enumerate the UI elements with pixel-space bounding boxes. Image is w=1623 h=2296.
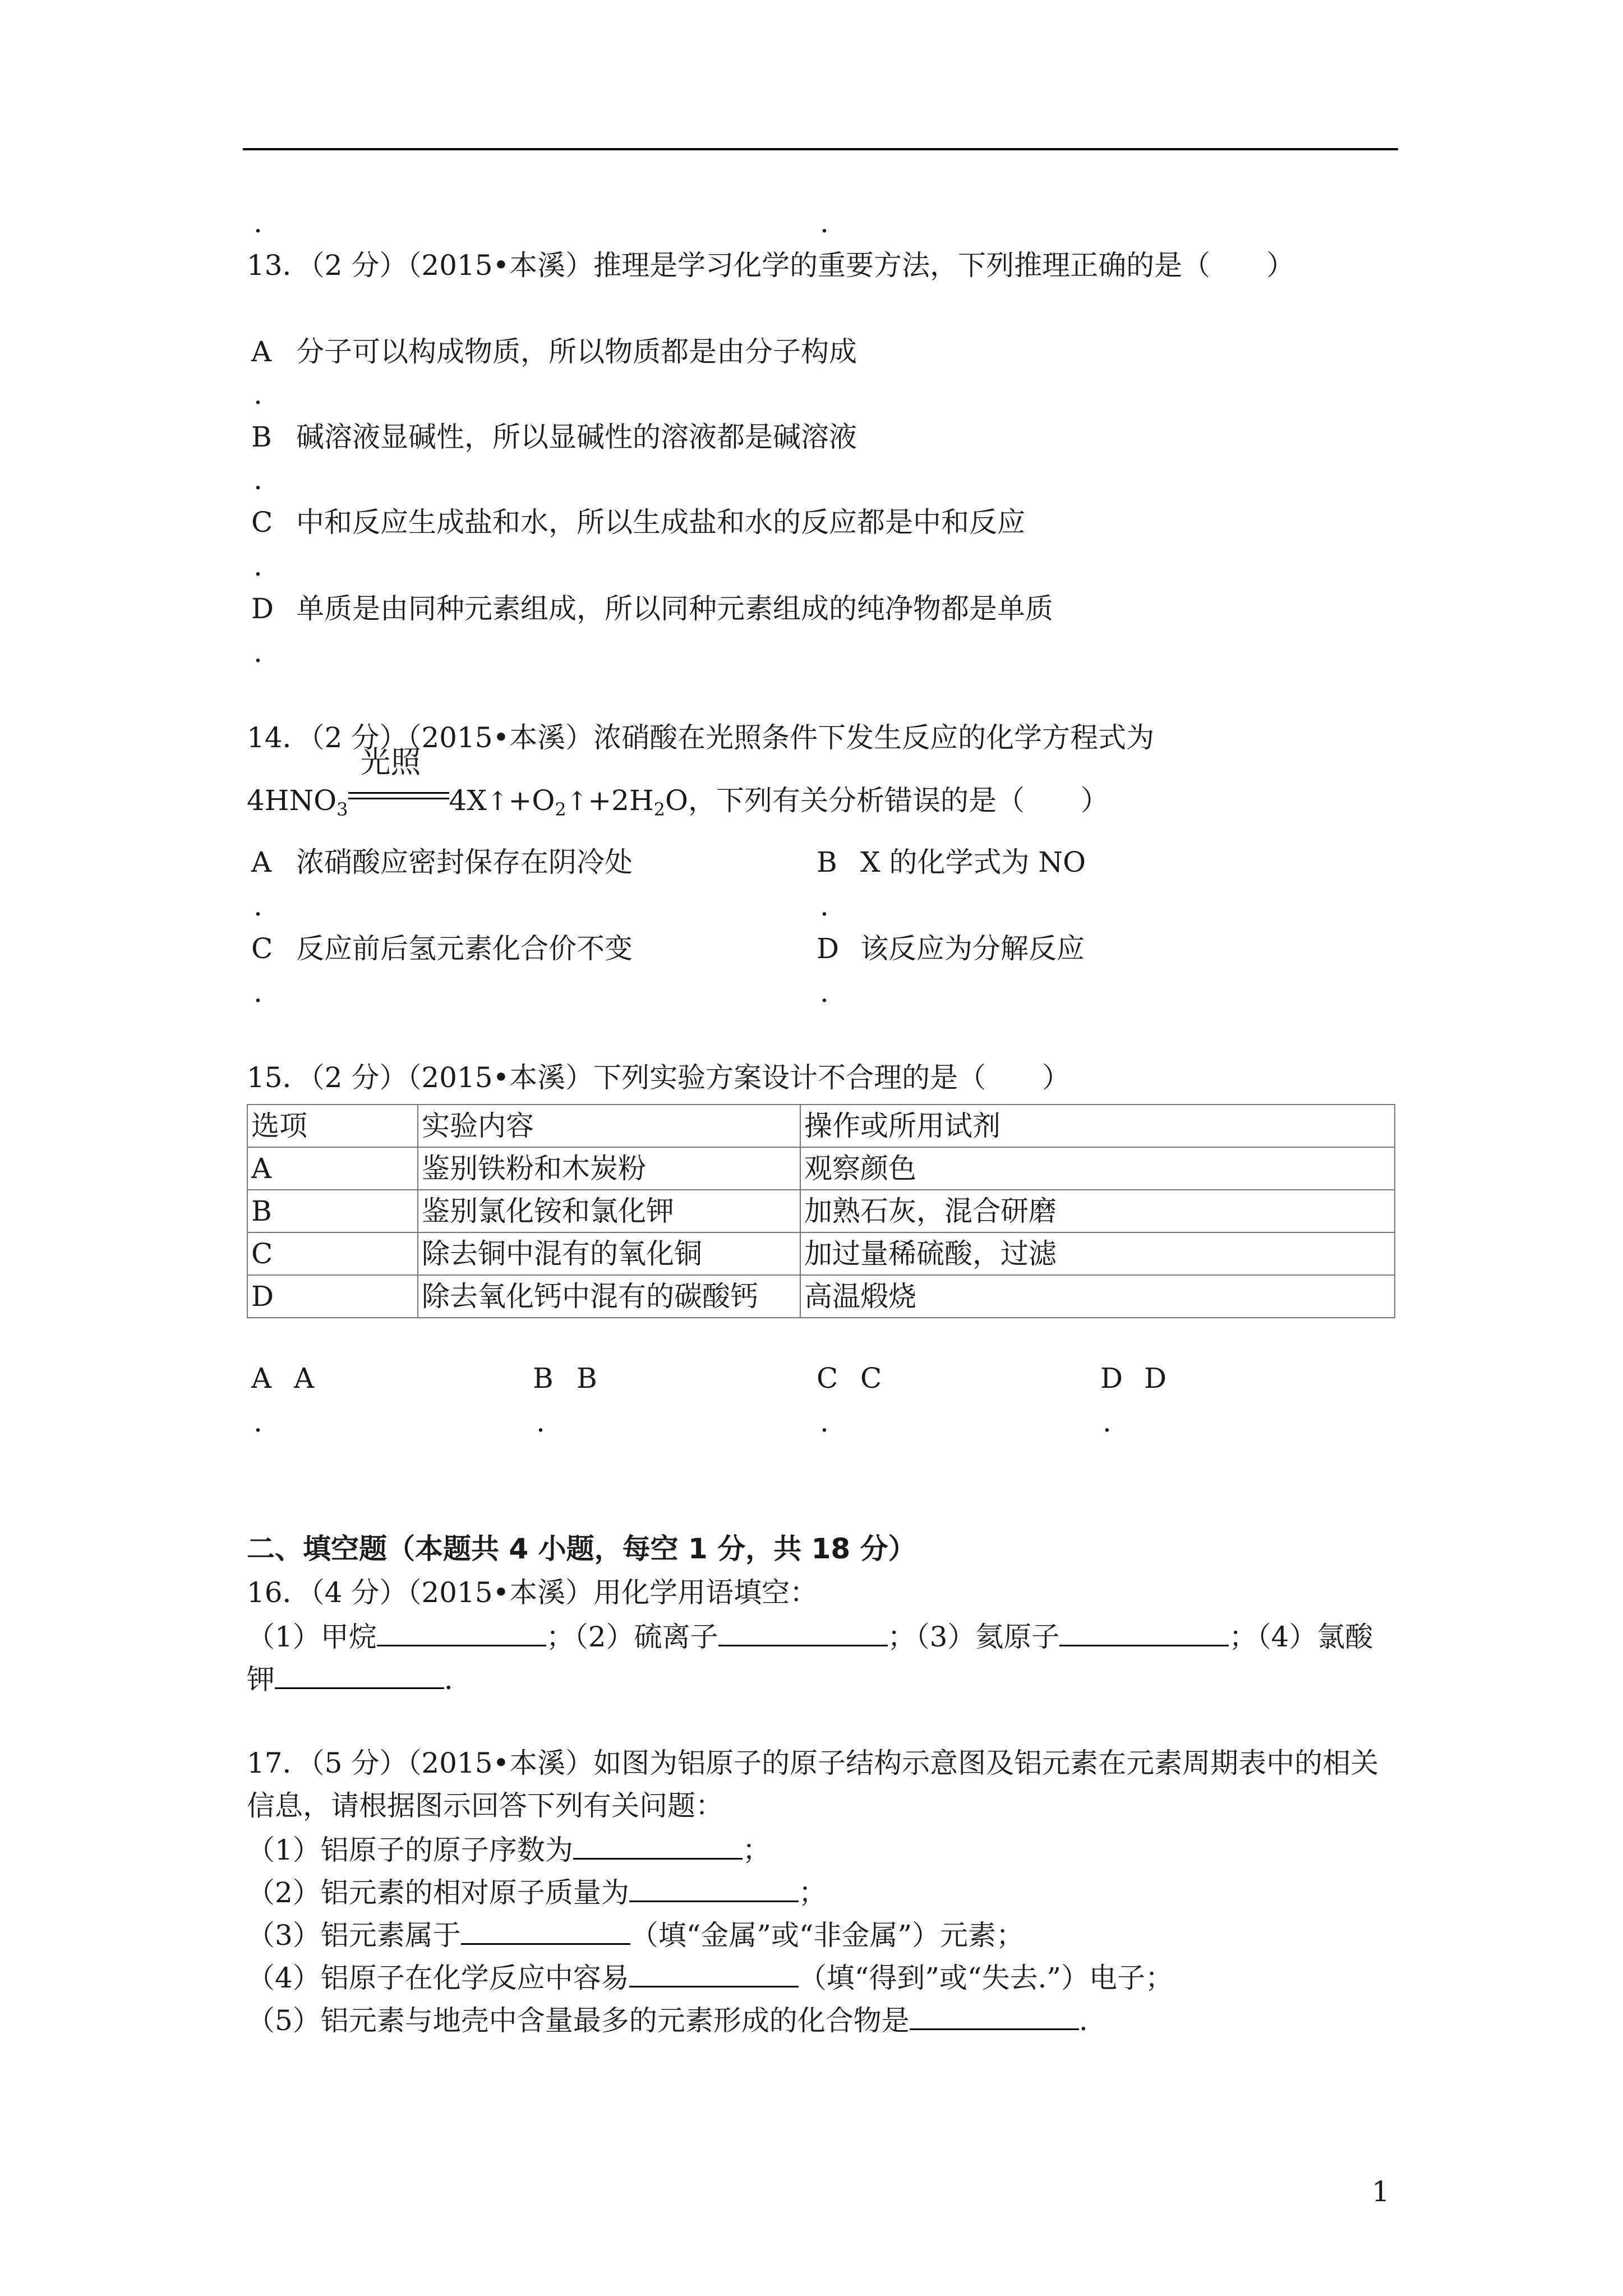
option-dot: . [536,1406,545,1438]
fill-label: ；（3）氦原子 [887,1621,1060,1653]
option-text: 该反应为分解反应 [860,932,1085,965]
option-dot: . [820,976,829,1009]
option-dot: . [1103,1406,1112,1438]
table-header-cell: 实验内容 [418,1105,800,1147]
table-header-row [247,1105,1395,1147]
question-17-stem-cont: 信息，请根据图示回答下列有关问题： [247,1789,723,1822]
question-16-stem: 16．（4 分）（2015•本溪）用化学用语填空： [247,1576,818,1609]
answer-blank[interactable] [573,1835,743,1860]
eq-condition-arrow [348,744,449,810]
answer-blank[interactable] [275,1665,444,1689]
table-cell: C [247,1232,418,1275]
fill-label: （3）铝元素属于 [247,1919,461,1952]
eq-product: +2H [588,784,654,817]
option-letter: A [251,1362,272,1395]
fill-label: ． [444,1663,472,1696]
option-letter: A [251,846,272,878]
question-17-item-3 [247,1919,1025,1952]
fill-label: ； [742,1834,771,1866]
table-row [247,1232,1395,1275]
option-dot: . [253,890,262,922]
header-rule [243,148,1398,150]
page-number: 1 [1372,2175,1390,2208]
option-dot: . [253,378,262,411]
option-dot: . [253,550,262,582]
section-title: 二、填空题（本题共 4 小题，每空 1 分，共 18 分） [247,1533,916,1565]
option-text: C [860,1362,882,1395]
option-letter: C [817,1362,838,1395]
fill-label: （填“得到”或“失去.”）电子； [798,1962,1173,1994]
table-cell: 加熟石灰，混合研磨 [800,1190,1395,1232]
option-letter: C [251,932,273,965]
table-header-cell: 操作或所用试剂 [800,1105,1395,1147]
question-15-stem: 15．（2 分）（2015•本溪）下列实验方案设计不合理的是（ ） [247,1061,1071,1094]
eq-product: +O [508,784,555,817]
option-letter: B [817,846,837,878]
question-13-stem: 13．（2 分）（2015•本溪）推理是学习化学的重要方法，下列推理正确的是（ ） [247,249,1295,282]
table-cell: A [247,1147,418,1190]
question-14-stem: 14．（2 分）（2015•本溪）浓硝酸在光照条件下发生反应的化学方程式为 [247,721,1155,754]
question-17-stem: 17．（5 分）（2015•本溪）如图为铝原子的原子结构示意图及铝元素在元素周期表中的相关 [247,1747,1379,1779]
eq-subscript: 2 [555,799,566,820]
option-letter: B [251,421,272,453]
table-cell: 鉴别铁粉和木炭粉 [418,1147,800,1190]
table-cell: 高温煅烧 [800,1275,1395,1318]
option-text: 浓硝酸应密封保存在阴冷处 [296,846,633,878]
answer-blank[interactable] [461,1921,630,1945]
option-letter: D [817,932,840,965]
answer-blank[interactable] [629,1878,799,1902]
question-14-tail: ，下列有关分析错误的是（ ） [688,784,1109,817]
fill-label: ；（4）氯酸 [1229,1621,1373,1653]
eq-condition: 光照 [360,744,421,780]
gas-up-arrow-icon: ↑ [486,786,509,816]
option-dot: . [253,206,262,239]
option-text: 中和反应生成盐和水，所以生成盐和水的反应都是中和反应 [296,506,1025,539]
eq-product: O [665,784,688,817]
answer-blank[interactable] [718,1622,888,1646]
question-17-item-1 [247,1835,771,1864]
eq-subscript: 2 [653,799,665,820]
eq-reactant: 4HNO [247,784,337,817]
option-dot: . [253,463,262,496]
option-text: 反应前后氢元素化合价不变 [296,932,633,965]
fill-label: （5）铝元素与地壳中含量最多的元素形成的化合物是 [247,2004,910,2037]
answer-blank[interactable] [1059,1622,1229,1646]
eq-subscript: 3 [336,799,348,820]
eq-product: 4X [449,784,487,817]
experiment-table [247,1104,1395,1318]
option-text: 单质是由同种元素组成，所以同种元素组成的纯净物都是单质 [296,592,1053,625]
question-16-line1 [247,1622,1373,1651]
eq-bar-top [348,792,449,794]
fill-label: ；（2）硫离子 [546,1621,718,1653]
option-text: B [577,1362,597,1395]
table-cell: D [247,1275,418,1318]
question-17-item-2 [247,1878,827,1907]
fill-label: （1）铝原子的原子序数为 [247,1834,573,1866]
fill-label: （4）铝原子在化学反应中容易 [247,1962,629,1994]
question-16-line2 [247,1665,472,1694]
option-text: 分子可以构成物质，所以物质都是由分子构成 [296,335,857,368]
option-text: 碱溶液显碱性，所以显碱性的溶液都是碱溶液 [296,421,857,453]
option-dot: . [820,206,829,239]
option-dot: . [253,1406,262,1438]
fill-label: （2）铝元素的相对原子质量为 [247,1876,629,1909]
option-letter: C [251,506,273,539]
eq-bar-bottom [348,798,449,799]
table-cell: B [247,1190,418,1232]
option-text: A [294,1362,315,1395]
fill-label: 钾 [247,1663,275,1696]
option-text: D [1144,1362,1167,1395]
option-text: X 的化学式为 NO [860,846,1086,878]
fill-label: （填“金属”或“非金属”）元素； [630,1919,1025,1952]
answer-blank[interactable] [910,2006,1079,2030]
option-letter: D [251,592,274,625]
table-cell: 除去氧化钙中混有的碳酸钙 [418,1275,800,1318]
option-letter: A [251,335,272,368]
table-cell: 除去铜中混有的氧化铜 [418,1232,800,1275]
table-row [247,1147,1395,1190]
option-dot: . [253,636,262,669]
gas-up-arrow-icon: ↑ [566,786,588,816]
option-letter: D [1100,1362,1123,1395]
answer-blank[interactable] [377,1622,546,1646]
option-dot: . [820,1406,829,1438]
question-17-item-4 [247,1963,1173,1992]
table-cell: 加过量稀硫酸，过滤 [800,1232,1395,1275]
option-letter: B [533,1362,554,1395]
fill-label: . [1078,2004,1088,2037]
table-cell: 观察颜色 [800,1147,1395,1190]
option-dot: . [820,890,829,922]
table-row [247,1190,1395,1232]
fill-label: ； [798,1876,827,1909]
answer-blank[interactable] [629,1963,799,1987]
fill-label: （1）甲烷 [247,1621,377,1653]
table-header-cell: 选项 [247,1105,418,1147]
question-17-item-5 [247,2006,1088,2035]
table-cell: 鉴别氯化铵和氯化钾 [418,1190,800,1232]
table-row [247,1275,1395,1318]
chemical-equation [247,744,1109,820]
option-dot: . [253,976,262,1009]
